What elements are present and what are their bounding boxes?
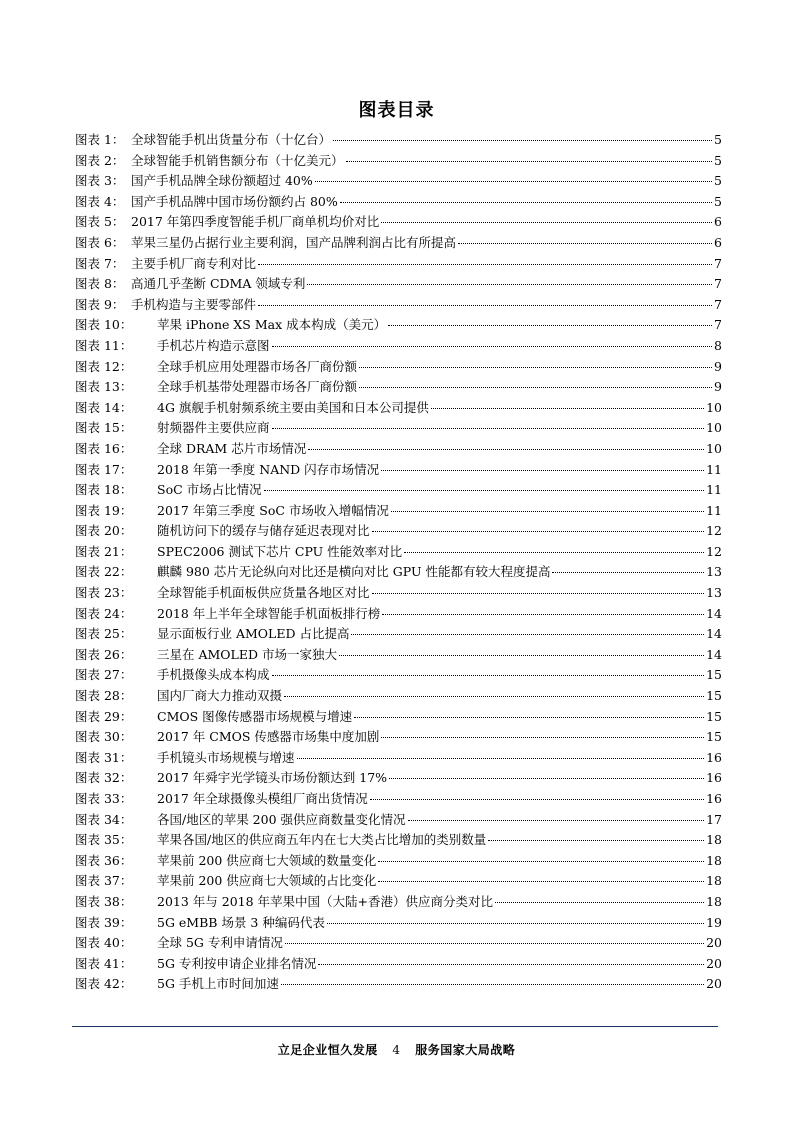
toc-dot-leader: [272, 428, 705, 429]
toc-dot-leader: [381, 737, 704, 738]
toc-entry-title: 苹果 iPhone XS Max 成本构成（美元）: [157, 317, 387, 333]
toc-entry-label: 图表 29：: [75, 708, 133, 724]
toc-entry-page: 10: [706, 420, 722, 436]
toc-entry-page: 5: [714, 173, 722, 189]
toc-entry[interactable]: [75, 212, 722, 233]
toc-dot-leader: [258, 305, 712, 306]
toc-entry[interactable]: [75, 748, 722, 769]
toc-dot-leader: [285, 943, 704, 944]
toc-entry-label: 图表 20：: [75, 523, 133, 539]
toc-dot-leader: [389, 778, 704, 779]
toc-dot-leader: [351, 634, 704, 635]
toc-entry-title: 苹果前 200 供应商七大领域的数量变化: [157, 852, 377, 868]
toc-entry-label: 图表 24：: [75, 605, 133, 621]
toc-entry-page: 16: [706, 770, 722, 786]
toc-entry-label: 图表 33：: [75, 791, 133, 806]
toc-entry-title: 高通几乎垄断 CDMA 领域专利: [131, 276, 306, 292]
toc-entry-page: 11: [706, 502, 722, 518]
toc-entry[interactable]: [75, 871, 722, 892]
toc-entry-title: 全球智能手机面板供应货量各地区对比: [157, 585, 370, 601]
toc-entry[interactable]: [75, 377, 722, 398]
toc-dot-leader: [370, 799, 704, 800]
toc-dot-leader: [340, 202, 712, 203]
toc-entry-page: 9: [714, 379, 722, 395]
toc-entry[interactable]: [75, 789, 722, 810]
toc-entry-title: 苹果三星仍占据行业主要利润，国产品牌利润占比有所提高: [131, 234, 457, 250]
toc-entry-title: 全球智能手机销售额分布（十亿美元）: [131, 152, 344, 168]
toc-entry-title: 2017 年 CMOS 传感器市场集中度加剧: [157, 729, 380, 745]
toc-entry-label: 图表 4：: [75, 193, 125, 209]
toc-entry-label: 图表 19：: [75, 502, 133, 518]
toc-entry-title: 全球智能手机出货量分布（十亿台）: [131, 132, 332, 147]
toc-entry-page: 20: [706, 976, 722, 992]
toc-entry-label: 图表 17：: [75, 461, 133, 477]
toc-entry-page: 5: [714, 152, 722, 168]
toc-dot-leader: [333, 140, 712, 141]
toc-entry-page: 11: [706, 482, 722, 498]
toc-entry-label: 图表 31：: [75, 749, 133, 765]
toc-dot-leader: [404, 552, 704, 553]
toc-entry[interactable]: [75, 521, 722, 542]
toc-entry-page: 12: [706, 543, 722, 559]
toc-entry[interactable]: [75, 707, 722, 728]
toc-entry[interactable]: [75, 480, 722, 501]
toc-entry-label: 图表 36：: [75, 852, 133, 868]
toc-dot-leader: [488, 840, 704, 841]
toc-dot-leader: [339, 655, 704, 656]
toc-entry-page: 6: [714, 214, 722, 230]
toc-entry[interactable]: [75, 624, 722, 645]
toc-entry-title: 4G 旗舰手机射频系统主要由美国和日本公司提供: [157, 399, 429, 415]
toc-entry-page: 15: [706, 667, 722, 683]
toc-entry-label: 图表 27：: [75, 667, 133, 683]
toc-entry-title: 5G eMBB 场景 3 种编码代表: [157, 914, 325, 930]
toc-entry-title: 全球手机基带处理器市场各厂商份额: [157, 379, 358, 395]
toc-entry-label: 图表 22：: [75, 564, 133, 580]
toc-entry-title: 2018 年上半年全球智能手机面板排行榜: [157, 605, 381, 621]
toc-entry-label: 图表 30：: [75, 729, 133, 745]
toc-dot-leader: [372, 531, 705, 532]
toc-dot-leader: [458, 243, 712, 244]
toc-entry-title: 各国/地区的苹果 200 强供应商数量变化情况: [157, 811, 406, 827]
toc-entry[interactable]: [75, 768, 722, 789]
toc-entry-title: 手机构造与主要零部件: [131, 296, 257, 312]
toc-entry[interactable]: [75, 418, 722, 439]
page-title: 图表目录: [358, 100, 435, 121]
toc-entry-page: 18: [706, 832, 722, 848]
toc-entry[interactable]: [75, 151, 722, 172]
toc-dot-leader: [307, 284, 712, 285]
toc-entry-label: 图表 10：: [75, 317, 133, 333]
toc-entry-label: 图表 8：: [75, 276, 125, 292]
toc-entry[interactable]: [75, 645, 722, 666]
toc-entry-title: CMOS 图像传感器市场规模与增速: [157, 708, 353, 724]
toc-dot-leader: [346, 161, 713, 162]
toc-dot-leader: [391, 511, 704, 512]
toc-entry-page: 14: [706, 626, 722, 642]
toc-dot-leader: [258, 264, 712, 265]
toc-entry[interactable]: [75, 295, 722, 316]
toc-entry-title: 全球 5G 专利申请情况: [157, 935, 283, 951]
toc-entry-page: 15: [706, 688, 722, 704]
toc-entry-page: 6: [714, 234, 722, 250]
toc-entry-page: 5: [714, 193, 722, 209]
toc-entry-title: 射频器件主要供应商: [157, 420, 270, 436]
toc-entry-label: 图表 1：: [75, 132, 125, 147]
toc-entry[interactable]: [75, 336, 722, 357]
toc-dot-leader: [297, 758, 705, 759]
toc-dot-leader: [359, 387, 712, 388]
toc-entry-title: 2017 年全球摄像头模组厂商出货情况: [157, 791, 368, 806]
toc-entry-title: 5G 专利按申请企业排名情况: [157, 955, 317, 971]
toc-entry-title: 2017 年第三季度 SoC 市场收入增幅情况: [157, 502, 389, 518]
toc-entry-page: 18: [706, 893, 722, 909]
toc-entry-page: 19: [706, 914, 722, 930]
toc-entry-label: 图表 9：: [75, 296, 125, 312]
page-footer: [0, 1041, 793, 1058]
toc-entry[interactable]: [75, 810, 722, 831]
toc-entry-page: 7: [714, 276, 722, 292]
toc-entry-page: 10: [706, 440, 722, 456]
toc-dot-leader: [315, 181, 712, 182]
toc-dot-leader: [378, 881, 704, 882]
toc-dot-leader: [284, 696, 704, 697]
toc-entry[interactable]: [75, 233, 722, 254]
toc-entry[interactable]: [75, 933, 722, 954]
toc-entry-page: 20: [706, 955, 722, 971]
toc-dot-leader: [388, 325, 712, 326]
footer-right-slogan: 服务国家大局战略: [415, 1043, 516, 1057]
toc-dot-leader: [327, 923, 704, 924]
toc-entry[interactable]: [75, 727, 722, 748]
toc-dot-leader: [318, 964, 704, 965]
toc-entry-title: 苹果前 200 供应商七大领域的占比变化: [157, 873, 377, 889]
toc-dot-leader: [264, 490, 704, 491]
toc-entry[interactable]: [75, 501, 722, 522]
footer-left-slogan: 立足企业恒久发展: [277, 1043, 378, 1057]
toc-entry-page: 18: [706, 852, 722, 868]
toc-dot-leader: [378, 861, 704, 862]
toc-entry-page: 5: [714, 132, 722, 147]
toc-dot-leader: [381, 222, 712, 223]
toc-entry-page: 15: [706, 729, 722, 745]
toc-entry-label: 图表 7：: [75, 255, 125, 271]
toc-entry-title: 2017 年舜宇光学镜头市场份额达到 17%: [157, 770, 388, 786]
toc-entry[interactable]: [75, 686, 722, 707]
toc-entry-label: 图表 25：: [75, 626, 133, 642]
toc-entry[interactable]: [75, 665, 722, 686]
toc-entry-page: 9: [714, 358, 722, 374]
toc-entry-title: 国内厂商大力推动双摄: [157, 688, 283, 704]
toc-entry-page: 20: [706, 935, 722, 951]
toc-entry[interactable]: [75, 974, 722, 995]
toc-entry-page: 7: [714, 317, 722, 333]
toc-dot-leader: [381, 470, 704, 471]
toc-entry-page: 13: [706, 585, 722, 601]
toc-dot-leader: [359, 367, 712, 368]
toc-entry[interactable]: [75, 954, 722, 975]
toc-entry-label: 图表 21：: [75, 543, 133, 559]
toc-entry[interactable]: [75, 851, 722, 872]
toc-entry-label: 图表 38：: [75, 893, 133, 909]
toc-entry-title: 主要手机厂商专利对比: [131, 255, 257, 271]
toc-entry-title: 国产手机品牌全球份额超过 40%: [131, 173, 313, 189]
toc-entry[interactable]: [75, 171, 722, 192]
toc-entry-label: 图表 14：: [75, 399, 133, 415]
toc-entry[interactable]: [75, 274, 722, 295]
toc-entry[interactable]: [75, 398, 722, 419]
toc-entry-title: 国产手机品牌中国市场份额约占 80%: [131, 193, 338, 209]
toc-entry-page: 16: [706, 749, 722, 765]
toc-entry-label: 图表 16：: [75, 440, 133, 456]
toc-dot-leader: [495, 902, 704, 903]
toc-entry-label: 图表 40：: [75, 935, 133, 951]
toc-entry[interactable]: [75, 192, 722, 213]
toc-entry-title: 麒麟 980 芯片无论纵向对比还是横向对比 GPU 性能都有较大程度提高: [157, 564, 551, 580]
toc-entry-page: 16: [706, 791, 722, 806]
toc-entry[interactable]: [75, 583, 722, 604]
toc-entry[interactable]: [75, 315, 722, 336]
toc-entry-title: 三星在 AMOLED 市场一家独大: [157, 646, 337, 662]
toc-entry-page: 15: [706, 708, 722, 724]
toc-entry-page: 17: [706, 811, 722, 827]
toc-entry-label: 图表 34：: [75, 811, 133, 827]
toc-dot-leader: [382, 614, 704, 615]
toc-entry-title: SoC 市场占比情况: [157, 482, 262, 498]
page-number: 4: [392, 1043, 401, 1057]
toc-entry-title: 显示面板行业 AMOLED 占比提高: [157, 626, 350, 642]
toc-entry-page: 18: [706, 873, 722, 889]
toc-entry[interactable]: [75, 830, 722, 851]
toc-dot-leader: [431, 408, 704, 409]
toc-entry[interactable]: [75, 562, 722, 583]
toc-entry-label: 图表 26：: [75, 646, 133, 662]
toc-entry[interactable]: [75, 604, 722, 625]
toc-entry-title: 手机芯片构造示意图: [157, 337, 270, 353]
toc-dot-leader: [552, 572, 704, 573]
toc-entry-page: 14: [706, 605, 722, 621]
toc-entry-title: 手机镜头市场规模与增速: [157, 749, 295, 765]
toc-entry-page: 7: [714, 296, 722, 312]
toc-entry-label: 图表 39：: [75, 914, 133, 930]
toc-entry[interactable]: [75, 460, 722, 481]
toc-entry-label: 图表 18：: [75, 482, 133, 498]
toc-entry[interactable]: [75, 913, 722, 934]
toc-entry-label: 图表 13：: [75, 379, 133, 395]
toc-entry-page: 7: [714, 255, 722, 271]
toc-entry-title: 随机访问下的缓存与储存延迟表现对比: [157, 523, 370, 539]
toc-entry-label: 图表 41：: [75, 955, 133, 971]
toc-dot-leader: [408, 820, 705, 821]
toc-entry-label: 图表 15：: [75, 420, 133, 436]
toc-entry-title: 全球 DRAM 芯片市场情况: [157, 440, 307, 456]
toc-entry-label: 图表 32：: [75, 770, 133, 786]
toc-entry-label: 图表 6：: [75, 234, 125, 250]
toc-entry-label: 图表 37：: [75, 873, 133, 889]
toc-entry-label: 图表 5：: [75, 214, 125, 230]
toc-entry-title: SPEC2006 测试下芯片 CPU 性能效率对比: [157, 543, 403, 559]
toc-entry-page: 13: [706, 564, 722, 580]
toc-entry[interactable]: [75, 254, 722, 275]
toc-dot-leader: [354, 717, 704, 718]
toc-dot-leader: [308, 449, 704, 450]
toc-dot-leader: [372, 593, 705, 594]
toc-entry[interactable]: [75, 130, 722, 151]
toc-entry-label: 图表 3：: [75, 173, 125, 189]
toc-entry-label: 图表 42：: [75, 976, 133, 992]
toc-entry-page: 12: [706, 523, 722, 539]
toc-entry-title: 2017 年第四季度智能手机厂商单机均价对比: [131, 214, 380, 230]
toc-dot-leader: [272, 675, 705, 676]
toc-entry-page: 14: [706, 646, 722, 662]
toc-dot-leader: [281, 984, 704, 985]
toc-entry-label: 图表 23：: [75, 585, 133, 601]
toc-entry-title: 5G 手机上市时间加速: [157, 976, 279, 992]
toc-entry-title: 2018 年第一季度 NAND 闪存市场情况: [157, 461, 380, 477]
table-of-figures: [75, 130, 722, 995]
toc-entry-label: 图表 28：: [75, 688, 133, 704]
toc-entry-page: 10: [706, 399, 722, 415]
toc-entry-page: 8: [714, 337, 722, 353]
toc-entry-title: 苹果各国/地区的供应商五年内在七大类占比增加的类别数量: [157, 832, 487, 848]
toc-entry-page: 11: [706, 461, 722, 477]
toc-entry-label: 图表 35：: [75, 832, 133, 848]
toc-dot-leader: [272, 346, 713, 347]
toc-entry-label: 图表 11：: [75, 337, 133, 353]
toc-entry-title: 手机摄像头成本构成: [157, 667, 270, 683]
toc-entry[interactable]: [75, 357, 722, 378]
toc-entry-label: 图表 12：: [75, 358, 133, 374]
toc-entry[interactable]: [75, 439, 722, 460]
toc-entry-title: 2013 年与 2018 年苹果中国（大陆+香港）供应商分类对比: [157, 893, 494, 909]
toc-entry[interactable]: [75, 892, 722, 913]
toc-entry-title: 全球手机应用处理器市场各厂商份额: [157, 358, 358, 374]
toc-entry[interactable]: [75, 542, 722, 563]
footer-divider: [72, 1026, 718, 1027]
toc-entry-label: 图表 2：: [75, 152, 125, 168]
